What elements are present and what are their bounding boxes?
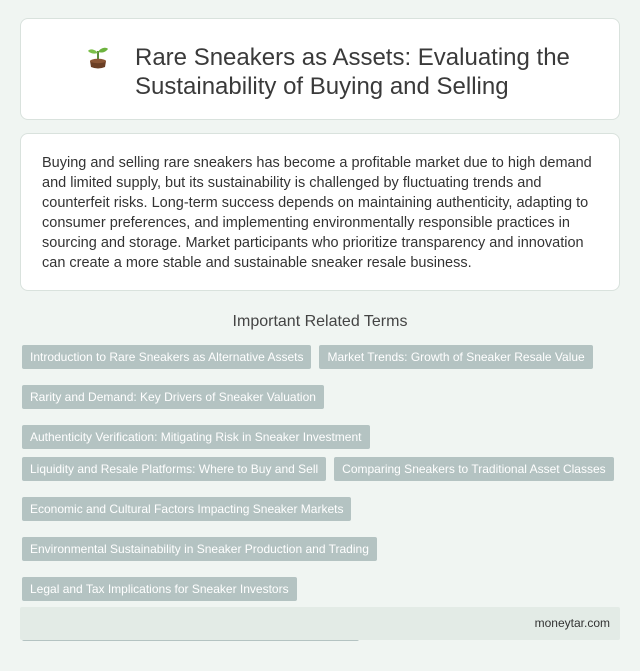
related-term-tag[interactable]: Rarity and Demand: Key Drivers of Sneaker Valuation bbox=[22, 385, 324, 409]
related-term-tag[interactable]: Environmental Sustainability in Sneaker Production and Trading bbox=[22, 537, 377, 561]
related-term-tag[interactable]: Comparing Sneakers to Traditional Asset Classes bbox=[334, 457, 613, 481]
footer bbox=[20, 607, 620, 640]
related-term-tag[interactable]: Authenticity Verification: Mitigating Risk in Sneaker Investment bbox=[22, 425, 370, 449]
related-term-tag[interactable]: Legal and Tax Implications for Sneaker Investors bbox=[22, 577, 297, 601]
related-terms-list bbox=[22, 345, 622, 641]
related-term-tag[interactable]: Economic and Cultural Factors Impacting Sneaker Markets bbox=[22, 497, 351, 521]
related-term-tag[interactable]: Introduction to Rare Sneakers as Alternative Assets bbox=[22, 345, 311, 369]
summary-card bbox=[20, 133, 620, 291]
summary-text: Buying and selling rare sneakers has become a profitable market due to high demand and limited supply, but its sustainability is challenged by fluctuating trends and counterfeit risks. Long-term success depends on maintaining authenticity, adapting to consumer preferences, and implementing environmentally responsible practices in sourcing and storage. Market participants who prioritize transparency and innovation can create a more stable and sustainable sneaker resale business. bbox=[42, 155, 592, 271]
page-title: Rare Sneakers as Assets: Evaluating the Sustainability of Buying and Selling bbox=[135, 44, 570, 100]
footer-site-name[interactable]: moneytar.com bbox=[534, 616, 610, 630]
seedling-icon bbox=[83, 43, 113, 73]
related-term-tag[interactable]: Liquidity and Resale Platforms: Where to Buy and Sell bbox=[22, 457, 326, 481]
related-term-tag[interactable]: Market Trends: Growth of Sneaker Resale Value bbox=[319, 345, 592, 369]
header-card bbox=[20, 18, 620, 120]
related-terms-heading: Important Related Terms bbox=[232, 313, 408, 330]
